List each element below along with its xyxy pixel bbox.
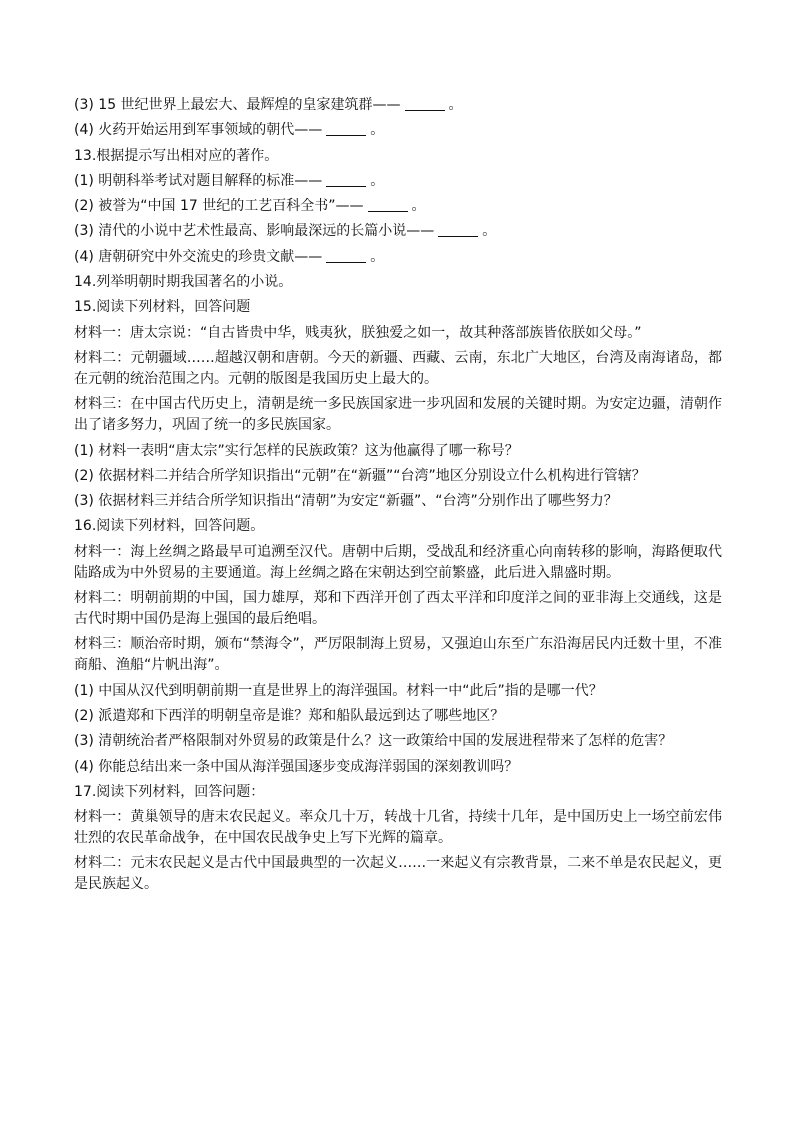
answer-blank[interactable] bbox=[438, 222, 478, 237]
line-text: 14.列举明朝时期我国著名的小说。 bbox=[74, 274, 293, 291]
line-text: 材料三：顺治帝时期，颁布“禁海令”，严厉限制海上贸易，又强迫山东至广东沿海居民内迁数十里，不准商船、渔船“片帆出海”。 bbox=[74, 636, 722, 674]
line-end-punct: 。 bbox=[482, 223, 497, 240]
text-line bbox=[74, 634, 722, 676]
line-text: (4) 唐朝研究中外交流史的珍贵文献—— bbox=[74, 248, 323, 265]
text-line bbox=[74, 588, 722, 630]
text-line bbox=[74, 348, 722, 390]
text-line bbox=[74, 120, 722, 141]
text-line bbox=[74, 221, 722, 242]
answer-blank[interactable] bbox=[405, 96, 445, 111]
line-text: 13.根据提示写出相对应的著作。 bbox=[74, 147, 279, 164]
text-line bbox=[74, 247, 722, 268]
text-line bbox=[74, 516, 722, 537]
line-text: (2) 被誉为“中国 17 世纪的工艺百科全书”—— bbox=[74, 198, 364, 215]
text-line bbox=[74, 171, 722, 192]
text-line bbox=[74, 731, 722, 752]
text-line bbox=[74, 782, 722, 803]
text-line bbox=[74, 146, 722, 167]
line-text: 材料一：唐太宗说：“自古皆贵中华，贱夷狄，朕独爱之如一，故其种落部族皆依朕如父母。” bbox=[74, 324, 642, 341]
line-text: (2) 派遣郑和下西洋的明朝皇帝是谁？郑和船队最远到达了哪些地区？ bbox=[74, 707, 505, 724]
text-line bbox=[74, 272, 722, 293]
line-text: 材料一：海上丝绸之路最早可追溯至汉代。唐朝中后期，受战乱和经济重心向南转移的影响，海路便取代陆路成为中外贸易的主要通道。海上丝绸之路在宋朝达到空前繁盛，此后进入鼎盛时期。 bbox=[74, 543, 722, 581]
line-text: (3) 清代的小说中艺术性最高、影响最深远的长篇小说—— bbox=[74, 223, 435, 240]
text-line bbox=[74, 706, 722, 727]
line-text: 15.阅读下列材料，回答问题 bbox=[74, 299, 251, 316]
line-text: (3) 依据材料三并结合所学知识指出“清朝”为安定“新疆”、“台湾”分别作出了哪些努力？ bbox=[74, 493, 618, 510]
line-text: (1) 明朝科举考试对题目解释的标准—— bbox=[74, 172, 323, 189]
text-line bbox=[74, 491, 722, 512]
line-text: (4) 火药开始运用到军事领域的朝代—— bbox=[74, 122, 323, 139]
line-text: 材料二：明朝前期的中国，国力雄厚，郑和下西洋开创了西太平洋和印度洋之间的亚非海上交通线，这是古代时期中国仍是海上强国的最后绝唱。 bbox=[74, 590, 722, 628]
text-line bbox=[74, 95, 722, 116]
line-end-punct: 。 bbox=[411, 198, 426, 215]
line-text: 材料二：元朝疆域……超越汉朝和唐朝。今天的新疆、西藏、云南，东北广大地区，台湾及南海诸岛，都在元朝的统治范围之内。元朝的版图是我国历史上最大的。 bbox=[74, 349, 722, 387]
line-text: 材料一：黄巢领导的唐末农民起义。率众几十万，转战十几省，持续十几年，是中国历史上一场空前宏伟壮烈的农民革命战争，在中国农民战争史上写下光辉的篇章。 bbox=[74, 809, 722, 847]
text-line bbox=[74, 323, 722, 344]
line-text: 16.阅读下列材料，回答问题。 bbox=[74, 518, 265, 535]
text-line bbox=[74, 466, 722, 487]
document-body bbox=[74, 95, 722, 900]
text-line bbox=[74, 807, 722, 849]
answer-blank[interactable] bbox=[368, 197, 408, 212]
text-line bbox=[74, 757, 722, 778]
text-line bbox=[74, 441, 722, 462]
text-line bbox=[74, 542, 722, 584]
line-text: (3) 15 世纪世界上最宏大、最辉煌的皇家建筑群—— bbox=[74, 97, 401, 113]
text-line bbox=[74, 297, 722, 318]
line-text: (2) 依据材料二并结合所学知识指出“元朝”在“新疆”“台湾”地区分别设立什么机构进行管辖？ bbox=[74, 467, 646, 484]
line-text: 17.阅读下列材料，回答问题： bbox=[74, 783, 265, 800]
text-line bbox=[74, 394, 722, 436]
line-end-punct: 。 bbox=[370, 172, 385, 189]
answer-blank[interactable] bbox=[326, 121, 366, 136]
text-line bbox=[74, 681, 722, 702]
line-text: (1) 材料一表明“唐太宗”实行怎样的民族政策？这为他赢得了哪一称号？ bbox=[74, 442, 519, 459]
line-text: (3) 清朝统治者严格限制对外贸易的政策是什么？这一政策给中国的发展进程带来了怎样的危害？ bbox=[74, 733, 673, 750]
line-end-punct: 。 bbox=[370, 248, 385, 265]
text-line bbox=[74, 196, 722, 217]
line-end-punct: 。 bbox=[448, 97, 463, 113]
answer-blank[interactable] bbox=[326, 172, 366, 187]
line-text: 材料三：在中国古代历史上，清朝是统一多民族国家进一步巩固和发展的关键时期。为安定边疆，清朝作出了诸多努力，巩固了统一的多民族国家。 bbox=[74, 396, 722, 434]
text-line bbox=[74, 853, 722, 895]
line-text: (1) 中国从汉代到明朝前期一直是世界上的海洋强国。材料一中“此后”指的是哪一代？ bbox=[74, 682, 603, 699]
line-text: 材料二：元末农民起义是古代中国最典型的一次起义……一来起义有宗教背景，二来不单是农民起义，更是民族起义。 bbox=[74, 855, 722, 893]
line-end-punct: 。 bbox=[370, 122, 385, 139]
answer-blank[interactable] bbox=[326, 248, 366, 263]
line-text: (4) 你能总结出来一条中国从海洋强国逐步变成海洋弱国的深刻教训吗？ bbox=[74, 758, 519, 775]
